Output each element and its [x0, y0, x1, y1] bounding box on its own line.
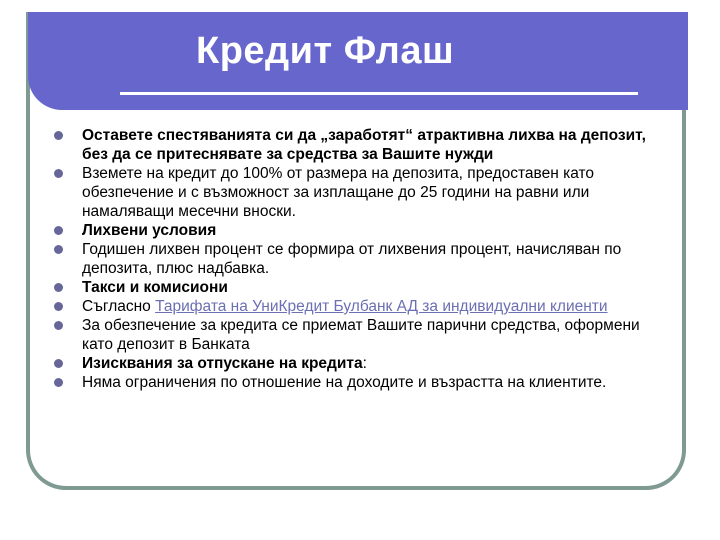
title-underline	[120, 92, 638, 95]
bullet-icon	[54, 131, 63, 140]
bullet-bold-text: Изисквания за отпускане на кредита	[82, 355, 363, 372]
bullet-text: Няма ограничения по отношение на доходите и възрастта на клиентите.	[82, 374, 607, 391]
bullet-text: Вземете на кредит до 100% от размера на депозита, предоставен като обезпечение и с възможност за изплащане до 25 години на равни или намаляващи месечни вноски.	[82, 165, 595, 220]
slide-title: Кредит Флаш	[196, 30, 455, 72]
bullet-icon	[54, 169, 63, 178]
bullet-icon	[54, 245, 63, 254]
bullet-icon	[54, 378, 63, 387]
bullet-icon	[54, 226, 63, 235]
bullet-item	[54, 240, 654, 278]
bullet-icon	[54, 283, 63, 292]
bullet-item	[54, 316, 654, 354]
bullet-list	[54, 126, 654, 392]
tariff-link[interactable]: Тарифата на УниКредит Булбанк АД за индивидуални клиенти	[155, 298, 608, 315]
bullet-suffix: :	[362, 355, 367, 372]
bullet-text	[82, 298, 608, 315]
bullet-item	[54, 373, 654, 392]
bullet-item	[54, 278, 654, 297]
bullet-text: Лихвени условия	[82, 222, 217, 239]
bullet-icon	[54, 302, 63, 311]
bullet-item	[54, 297, 654, 316]
bullet-item	[54, 354, 654, 373]
bullet-prefix: Съгласно	[82, 298, 156, 315]
bullet-text: Такси и комисиони	[82, 279, 228, 296]
bullet-icon	[54, 321, 63, 330]
bullet-text: Оставете спестяванията си да „заработят“ атрактивна лихва на депозит, без да се притеснявате за средства за Вашите нужди	[82, 127, 646, 163]
bullet-item	[54, 126, 654, 164]
bullet-item	[54, 221, 654, 240]
bullet-item	[54, 164, 654, 221]
title-band-edge	[684, 12, 688, 110]
bullet-text: За обезпечение за кредита се приемат Вашите парични средства, оформени като депозит в Банката	[82, 317, 640, 353]
bullet-text: Годишен лихвен процент се формира от лихвения процент, начисляван по депозита, плюс надбавка.	[82, 241, 622, 277]
bullet-text	[82, 355, 367, 372]
bullet-icon	[54, 359, 63, 368]
